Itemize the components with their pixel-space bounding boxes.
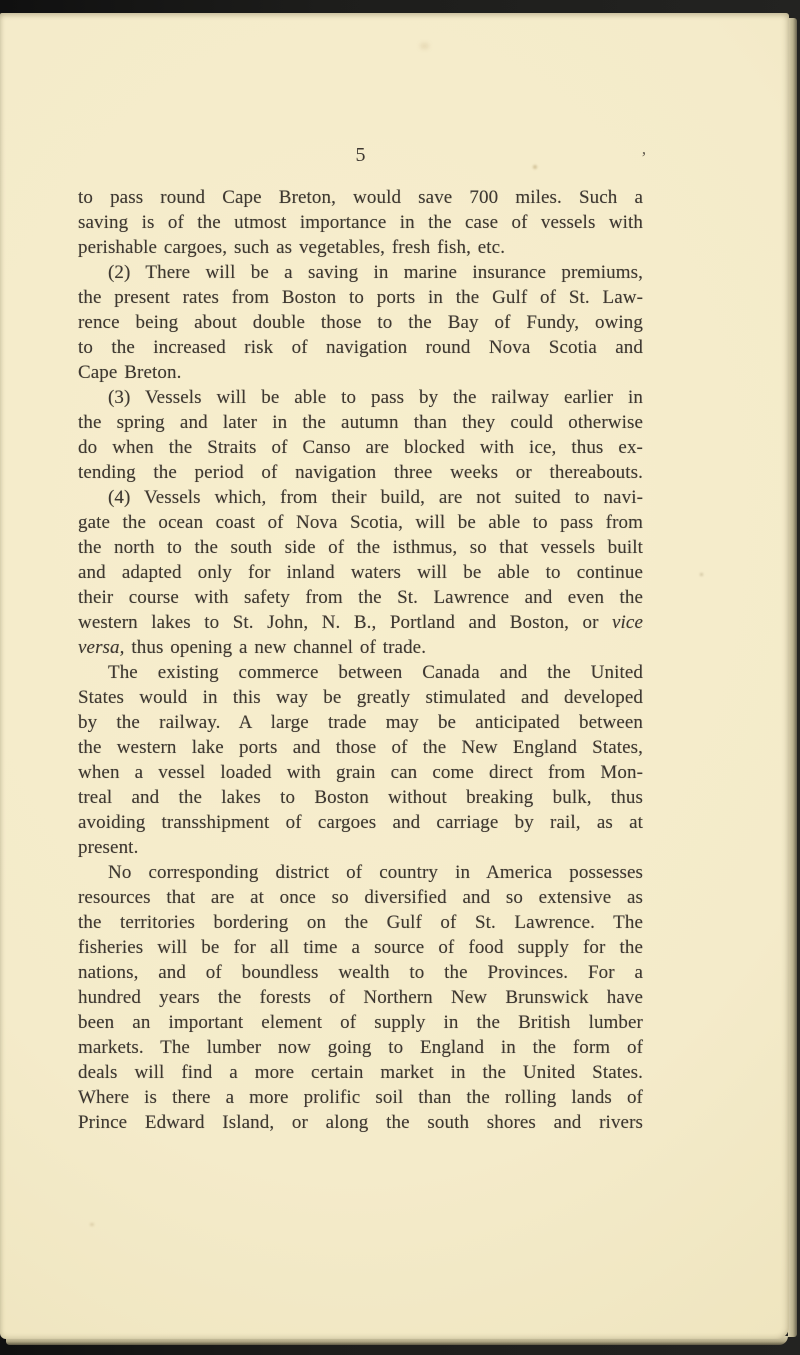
- text-line: No corresponding district of country in America possesses: [108, 862, 643, 883]
- page-number: 5: [355, 144, 366, 166]
- paper-speck: [420, 43, 429, 49]
- text-line: rence being about double those to the Bay of Fundy, owing: [78, 312, 643, 333]
- paper-speck: [90, 1223, 94, 1226]
- paragraph: [78, 260, 643, 385]
- text-line: to the increased risk of navigation round Nova Scotia and: [78, 337, 643, 358]
- text-line: to pass round Cape Breton, would save 700 miles. Such a: [78, 187, 643, 208]
- text-line: tending the period of navigation three weeks or thereabouts.: [78, 462, 643, 483]
- text-line: avoiding transshipment of cargoes and carriage by rail, as at: [78, 812, 643, 833]
- text-line: do when the Straits of Canso are blocked with ice, thus ex-: [78, 437, 643, 458]
- text-line: when a vessel loaded with grain can come direct from Mon-: [78, 762, 643, 783]
- book-page: [0, 13, 789, 1339]
- paragraph: [78, 860, 643, 1135]
- text-line: present.: [78, 837, 139, 858]
- text-block: [78, 185, 643, 1135]
- text-line: the spring and later in the autumn than they could otherwise: [78, 412, 643, 433]
- text-line: the western lake ports and those of the New England States,: [78, 737, 643, 758]
- text-line: Where is there a more prolific soil than the rolling lands of: [78, 1087, 643, 1108]
- stacked-page-edges-right: [788, 18, 797, 1337]
- text-line: western lakes to St. John, N. B., Portland and Boston, or vice: [78, 612, 643, 633]
- print-artifact-mark: ’: [641, 148, 647, 167]
- text-line: treal and the lakes to Boston without breaking bulk, thus: [78, 787, 643, 808]
- text-line: versa, thus opening a new channel of trade.: [78, 637, 427, 658]
- text-line: been an important element of supply in the British lumber: [78, 1012, 643, 1033]
- paper-speck: [700, 573, 703, 576]
- text-line: their course with safety from the St. Lawrence and even the: [78, 587, 643, 608]
- text-line: saving is of the utmost importance in the case of vessels with: [78, 212, 643, 233]
- text-line: resources that are at once so diversified and so extensive as: [78, 887, 643, 908]
- text-line: gate the ocean coast of Nova Scotia, will be able to pass from: [78, 512, 643, 533]
- text-line: nations, and of boundless wealth to the Provinces. For a: [78, 962, 643, 983]
- text-line: and adapted only for inland waters will be able to continue: [78, 562, 643, 583]
- text-line: perishable cargoes, such as vegetables, fresh fish, etc.: [78, 237, 506, 258]
- text-line: The existing commerce between Canada and the United: [108, 662, 643, 683]
- text-line: States would in this way be greatly stimulated and developed: [78, 687, 643, 708]
- text-line: hundred years the forests of Northern New Brunswick have: [78, 987, 643, 1008]
- text-line: the present rates from Boston to ports in the Gulf of St. Law-: [78, 287, 643, 308]
- text-line: (3) Vessels will be able to pass by the railway earlier in: [108, 387, 643, 408]
- text-line: (4) Vessels which, from their build, are not suited to navi-: [108, 487, 643, 508]
- paragraph: [78, 185, 643, 260]
- text-line: by the railway. A large trade may be anticipated between: [78, 712, 643, 733]
- paragraph: [78, 485, 643, 660]
- text-line: the north to the south side of the isthmus, so that vessels built: [78, 537, 643, 558]
- text-line: the territories bordering on the Gulf of St. Lawrence. The: [78, 912, 643, 933]
- paragraph: [78, 660, 643, 860]
- text-line: (2) There will be a saving in marine insurance premiums,: [108, 262, 643, 283]
- text-line: deals will find a more certain market in the United States.: [78, 1062, 643, 1083]
- text-line: markets. The lumber now going to England in the form of: [78, 1037, 643, 1058]
- text-line: fisheries will be for all time a source of food supply for the: [78, 937, 643, 958]
- text-line: Prince Edward Island, or along the south shores and rivers: [78, 1112, 643, 1133]
- text-line: Cape Breton.: [78, 362, 182, 383]
- paragraph: [78, 385, 643, 485]
